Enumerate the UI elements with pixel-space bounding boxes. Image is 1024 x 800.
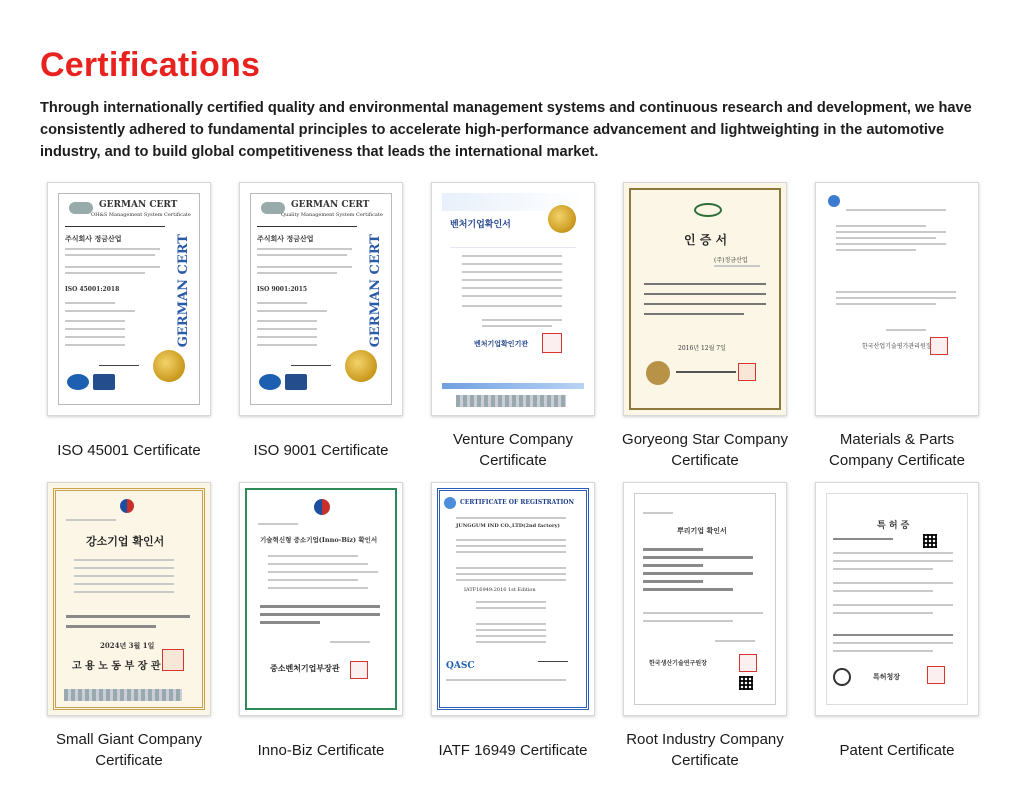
certificate-caption: Inno-Biz Certificate — [257, 741, 385, 759]
certificate-card-iatf16949[interactable] — [424, 482, 602, 776]
certificate-card-small-giant[interactable] — [40, 482, 218, 776]
certificate-image-iso9001[interactable] — [239, 182, 403, 416]
certificate-image-root-industry[interactable] — [623, 482, 787, 716]
issuer-label: GERMAN CERT — [99, 200, 178, 210]
issuer-vertical-text: GERMAN CERT — [176, 234, 191, 348]
certificate-image-venture[interactable] — [431, 182, 595, 416]
doc-title: 뿌리기업 확인서 — [677, 526, 727, 535]
certificate-card-patent[interactable] — [808, 482, 986, 776]
doc-title: 기술혁신형 중소기업(Inno-Biz) 확인서 — [260, 536, 378, 544]
certificate-caption: ISO 9001 Certificate — [253, 441, 389, 459]
doc-title: CERTIFICATE OF REGISTRATION — [460, 499, 574, 506]
issuer-footer: 고 용 노 동 부 장 관 — [72, 661, 161, 672]
issuer-footer: 한국산업기술평가관리원장 — [862, 343, 932, 350]
company-name: 주식회사 정금산업 — [257, 234, 314, 243]
issuer-logo-text: QASC — [446, 661, 475, 671]
doc-subtitle: Quality Management System Certificate — [281, 212, 383, 218]
company-name: (주)정금산업 — [714, 257, 748, 264]
certificate-image-iatf16949[interactable] — [431, 482, 595, 716]
certificate-caption: ISO 45001 Certificate — [57, 441, 201, 459]
issuer-footer: 벤처기업확인기관 — [474, 339, 529, 348]
doc-title: 강소기업 확인서 — [86, 535, 165, 548]
certificate-caption: Materials & Parts Company Certificate — [829, 431, 965, 469]
certificate-caption: IATF 16949 Certificate — [438, 741, 588, 759]
certificate-grid — [40, 182, 994, 776]
certificate-card-root-industry[interactable] — [616, 482, 794, 776]
issuer-label: GERMAN CERT — [291, 200, 370, 210]
issuer-footer: 중소벤처기업부장관 — [270, 663, 340, 673]
certificate-caption: Goryeong Star Company Certificate — [622, 431, 788, 469]
doc-subtitle: OH&S Management System Certificate — [91, 212, 191, 218]
doc-title: 벤처기업확인서 — [450, 220, 511, 230]
certificate-caption: Root Industry Company Certificate — [626, 731, 784, 769]
certificate-caption: Small Giant Company Certificate — [56, 731, 202, 769]
certificate-card-materials-parts[interactable] — [808, 182, 986, 476]
company-name: 주식회사 정금산업 — [65, 234, 122, 243]
issuer-vertical-text: GERMAN CERT — [368, 234, 383, 348]
certificate-card-venture[interactable] — [424, 182, 602, 476]
company-name: JUNGGUM IND CO.,LTD(2nd factory) — [456, 523, 560, 529]
doc-title: 인 증 서 — [684, 233, 728, 247]
issuer-footer: 한국생산기술연구원장 — [649, 660, 707, 667]
certificate-image-patent[interactable] — [815, 482, 979, 716]
certificate-card-iso9001[interactable] — [232, 182, 410, 476]
certificate-image-iso45001[interactable] — [47, 182, 211, 416]
certificate-caption: Venture Company Certificate — [452, 431, 574, 469]
doc-title: 특 허 증 — [877, 521, 910, 531]
standard-label: ISO 45001:2018 — [65, 286, 120, 293]
issue-date: 2016년 12월 7일 — [678, 345, 726, 352]
issue-date: 2024년 3월 1일 — [100, 641, 155, 650]
certificate-card-iso45001[interactable] — [40, 182, 218, 476]
certificate-image-innobiz[interactable] — [239, 482, 403, 716]
page-title: Certifications — [40, 46, 261, 84]
issuer-footer: 특허청장 — [873, 672, 901, 681]
certificate-image-goryeong-star[interactable] — [623, 182, 787, 416]
certificate-caption: Patent Certificate — [839, 741, 955, 759]
certificate-card-goryeong-star[interactable] — [616, 182, 794, 476]
standard-label: IATF16949:2016 1st Edition — [464, 587, 536, 593]
certificate-card-innobiz[interactable] — [232, 482, 410, 776]
certificate-image-materials-parts[interactable] — [815, 182, 979, 416]
intro-paragraph: Through internationally certified quality and environmental management systems and continuous research and development, we have consistently adhered to fundamental principles to accelerate high-performance advancement and lightweighting in the automotive industry, and to build global competitiveness that leads the international market. — [40, 100, 972, 160]
standard-label: ISO 9001:2015 — [257, 286, 308, 293]
certificate-image-small-giant[interactable] — [47, 482, 211, 716]
